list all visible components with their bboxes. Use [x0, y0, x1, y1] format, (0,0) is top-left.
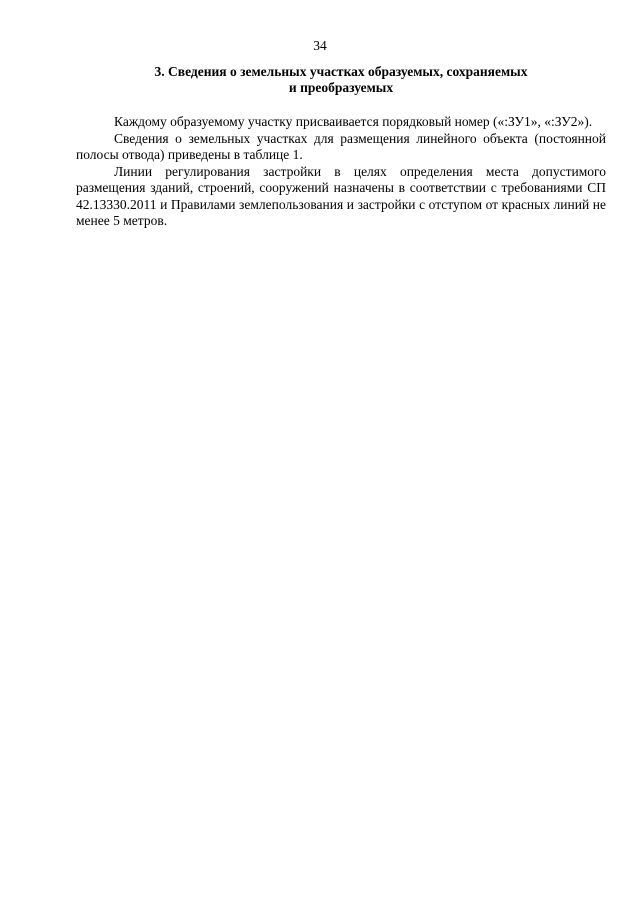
section-title: [76, 64, 606, 96]
section-title-line-2: и преобразуемых: [288, 80, 394, 95]
section-title-line-1: 3. Сведения о земельных участках образуемых, сохраняемых: [154, 64, 528, 79]
page-number: 34: [313, 38, 327, 53]
paragraph-plot-numbering: Каждому образуемому участку присваивается порядковый номер («:ЗУ1», «:ЗУ2»).: [114, 114, 593, 129]
paragraph-plot-info: Сведения о земельных участках для размещения линейного объекта (постоянной полосы отвода) приведены в таблице 1.: [76, 130, 606, 162]
body-text: [76, 114, 606, 230]
paragraph-building-lines: Линии регулирования застройки в целях определения места допустимого размещения зданий, строений, сооружений назначены в соответствии с требованиями СП 42.13330.2011 и Правилами землепользования и застройки с отступом от красных линий не менее 5 метров.: [76, 163, 606, 228]
